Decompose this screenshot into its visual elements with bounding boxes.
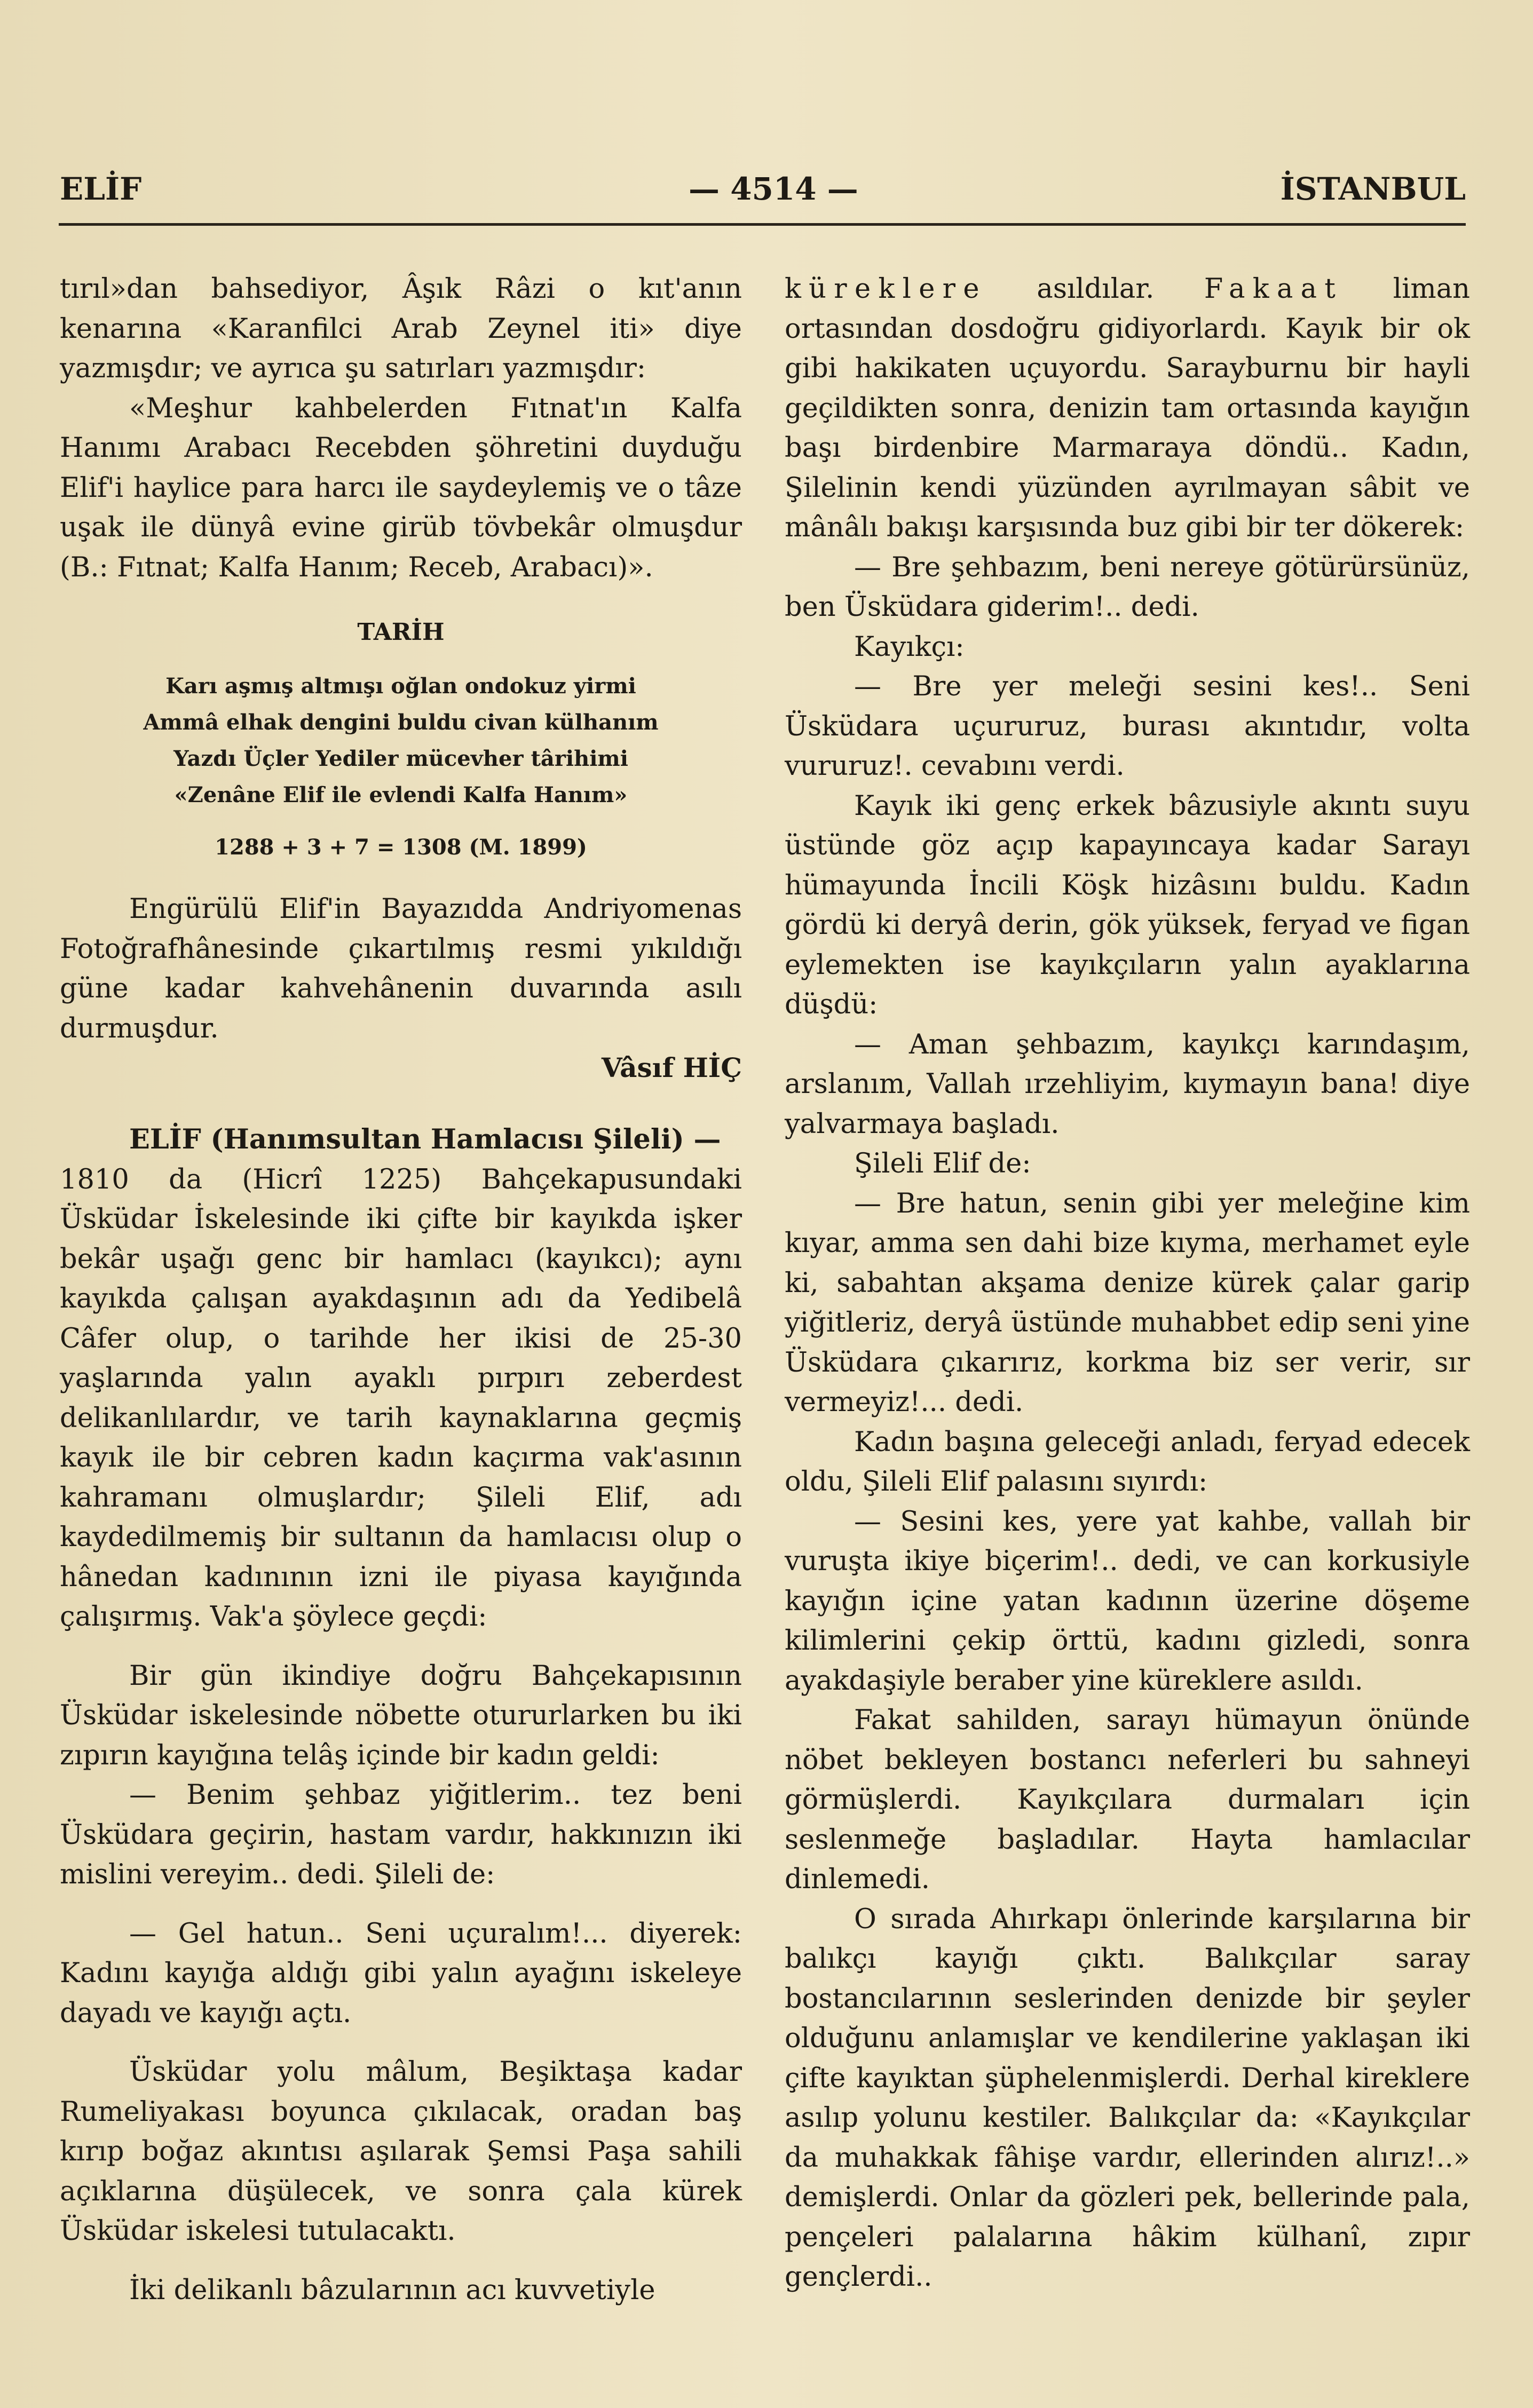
entry-heading: ELİF (Hanımsultan Hamlacısı Şileli) — [129, 1123, 721, 1155]
chronogram-poem [60, 668, 742, 813]
dialogue-paragraph: — Bre yer meleği sesini kes!.. Seni Üsküdara uçururuz, burası akıntıdır, volta vururuz!. cevabını verdi. [785, 671, 1470, 782]
paragraph: Üsküdar yolu mâlum, Beşiktaşa kadar Rumeliyakası boyunca çıkılacak, oradan baş kırıp boğaz akıntısı aşılarak Şemsi Paşa sahili açıklarına düşülecek, ve sonra çala kürek Üsküdar iskelesi tutulacaktı. [60, 2056, 742, 2247]
tarih-heading: TARİH [357, 619, 445, 646]
right-column [785, 270, 1470, 2298]
paragraph: O sırada Ahırkapı önlerinde karşılarına bir balıkçı kayığı çıktı. Balıkçılar saray bostancılarının seslerinden denizde bir şeyler olduğunu anlamışlar ve kendilerine yaklaşan iki çifte kayıktan şüphelenmişlerdi. Derhal kireklere asılıp yolunu kestiler. Balıkçılar da: «Kayıkçılar da muhakkak fâhişe vardır, ellerinden alırız!..» demişlerdi. Onlar da gözleri pek, bellerinde pala, pençeleri palalarına hâkim külhanî, zıpır gençlerdi.. [785, 1903, 1470, 2293]
paragraph: Kadın başına geleceği anladı, feryad edecek oldu, Şileli Elif palasını sıyırdı: [785, 1426, 1470, 1498]
left-column [60, 270, 742, 2310]
header-rule [59, 223, 1466, 226]
poem-line: Karı aşmış altmışı oğlan ondokuz yirmi [165, 674, 636, 699]
text-fragment: liman ortasından dosdoğru gidiyorlardı. Kayık bir ok gibi hakikaten uçuyordu. Sarayburnu bir hayli geçildikten sonra, denizin tam ortasında kayığın başı birdenbire Marmaraya döndü.. Kadın, Şilelinin kendi yüzünden ayrılmayan sâbit ve mânâlı bakışı karşısında buz gibi bir ter dökerek: [785, 273, 1470, 543]
dialogue-paragraph: — Bre hatun, senin gibi yer meleğine kim kıyar, amma sen dahi bize kıyma, merhamet eyle ki, sabahtan akşama denize kürek çalar garip yiğitleriz, deryâ üstünde muhabbet edip seni yine Üsküdara çıkarırız, korkma biz ser verir, sır vermeyiz!... dedi. [785, 1187, 1470, 1418]
text-fragment: asıldılar. [986, 273, 1204, 305]
paragraph [785, 270, 1470, 548]
entry-paragraph [60, 1120, 742, 1637]
page-number: — 4514 — [689, 171, 858, 207]
spaced-word: küreklere [785, 273, 987, 305]
dialogue-paragraph: — Bre şehbazım, beni nereye götürürsünüz, ben Üsküdara giderim!.. dedi. [785, 551, 1470, 623]
paragraph: Kayıkçı: [854, 631, 965, 663]
paragraph: Bir gün ikindiye doğru Bahçekapısının Üsküdar iskelesinde nöbette otururlarken bu iki zıpırın kayığına telâş içinde bir kadın geldi: [60, 1660, 742, 1771]
dialogue-paragraph: — Gel hatun.. Seni uçuralım!... diyerek: Kadını kayığa aldığı gibi yalın ayağını iskeleye dayadı ve kayığı açtı. [60, 1918, 742, 2029]
date-formula: 1288 + 3 + 7 = 1308 (M. 1899) [215, 835, 587, 860]
paragraph: Kayık iki genç erkek bâzusiyle akıntı suyu üstünde göz açıp kapayıncaya kadar Sarayı hümayunda İncili Köşk hizâsını buldu. Kadın gördü ki deryâ derin, gök yüksek, feryad ve figan eylemekten ise kayıkçıların yalın ayaklarına düşdü: [785, 790, 1470, 1020]
paragraph: tırıl»dan bahsediyor, Âşık Râzi o kıt'anın kenarına «Karanfilci Arab Zeynel iti» diye yazmışdır; ve ayrıca şu satırları yazmışdır: [60, 273, 742, 384]
entry-text: 1810 da (Hicrî 1225) Bahçekapusundaki Üsküdar İskelesinde iki çifte bir kayıkda işker bekâr uşağı genc bir hamlacı (kayıkcı); aynı kayıkda çalışan ayakdaşının adı da Yedibelâ Câfer olup, o tarihde her ikisi de 25-30 yaşlarında yalın ayaklı pırpırı zeberdest delikanlılardır, ve tarih kaynaklarına geçmiş kayık ile bir cebren kadın kaçırma vak'asının kahramanı olmuşlardır; Şileli Elif, adı kaydedilmemiş bir sultanın da hamlacısı olup o hânedan kadınının izni ile piyasa kayığında çalışırmış. Vak'a şöylece geçdi: [60, 1163, 742, 1633]
dialogue-paragraph: — Benim şehbaz yiğitlerim.. tez beni Üsküdara geçirin, hastam vardır, hakkınızın iki mislini vereyim.. dedi. Şileli de: [60, 1779, 742, 1890]
paragraph: Şileli Elif de: [854, 1148, 1031, 1179]
quote-paragraph: «Meşhur kahbelerden Fıtnat'ın Kalfa Hanımı Arabacı Recebden şöhretini duyduğu Elif'i haylice para harcı ile saydeylemiş ve o tâze uşak ile dünyâ evine girüb tövbekâr olmuşdur (B.: Fıtnat; Kalfa Hanım; Receb, Arabacı)». [60, 392, 742, 583]
paragraph: Engürülü Elif'in Bayazıdda Andriyomenas Fotoğrafhânesinde çıkartılmış resmi yıkıldığı güne kadar kahvehânenin duvarında asılı durmuşdur. [60, 893, 742, 1044]
poem-line: Yazdı Üçler Yediler mücevher târihimi [173, 746, 628, 771]
poem-line: Ammâ elhak dengini buldu civan külhanım [143, 710, 659, 735]
dialogue-paragraph: — Sesini kes, yere yat kahbe, vallah bir vuruşta ikiye biçerim!.. dedi, ve can korkusiyle kayığın içine yatan kadının üzerine döşeme kilimlerini çekip örttü, kadını gizledi, sonra ayakdaşiyle beraber yine küreklere asıldı. [785, 1506, 1470, 1697]
running-header-right: İSTANBUL [1280, 171, 1466, 207]
spaced-word: Fakaat [1204, 273, 1344, 305]
running-header-left: ELİF [60, 171, 142, 207]
paragraph: İki delikanlı bâzularının acı kuvvetiyle [129, 2274, 655, 2306]
paragraph: Fakat sahilden, sarayı hümayun önünde nöbet bekleyen bostancı neferleri bu sahneyi görmüşlerdi. Kayıkçılara durmaları için seslenmeğe başladılar. Hayta hamlacılar dinlemedi. [785, 1705, 1470, 1895]
dialogue-paragraph: — Aman şehbazım, kayıkçı karındaşım, arslanım, Vallah ırzehliyim, kıymayın bana! diye yalvarmaya başladı. [785, 1028, 1470, 1140]
poem-line: «Zenâne Elif ile evlendi Kalfa Hanım» [174, 782, 628, 807]
author-signature: Vâsıf HİÇ [601, 1052, 742, 1083]
